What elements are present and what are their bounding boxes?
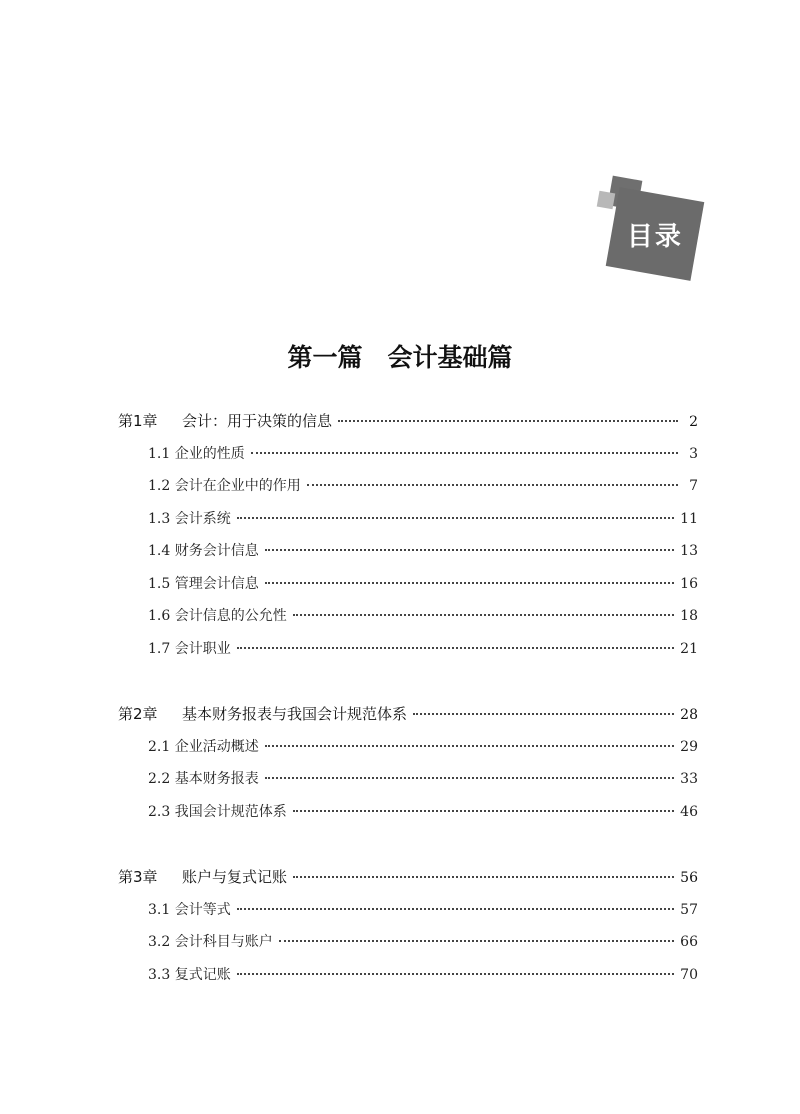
section-title: 1.2 会计在企业中的作用 — [148, 478, 301, 494]
part-title: 第一篇 会计基础篇 — [287, 343, 513, 372]
leader-dots — [237, 973, 674, 975]
leader-dots — [413, 713, 674, 715]
leader-dots — [293, 876, 674, 878]
leader-dots — [279, 940, 674, 942]
section-title: 3.3 复式记账 — [148, 966, 231, 983]
chapter-title: 会计：用于决策的信息 — [182, 412, 333, 430]
section-entry[interactable] — [118, 926, 698, 959]
section-entry[interactable] — [118, 535, 698, 568]
leader-dots — [307, 484, 678, 486]
leader-dots — [293, 614, 674, 616]
chapter-title: 基本财务报表与我国会计规范体系 — [182, 705, 408, 723]
badge-decor-tab — [597, 191, 616, 210]
badge-main-square — [606, 187, 705, 281]
section-title: 3.1 会计等式 — [148, 901, 231, 918]
chapter-block — [118, 861, 698, 991]
contents-heading: 目录 — [626, 221, 684, 252]
leader-dots — [237, 517, 674, 519]
chapter-number: 第3章 — [118, 868, 158, 886]
leader-dots — [265, 582, 674, 584]
table-of-contents — [118, 405, 698, 1024]
section-title: 3.2 会计科目与账户 — [148, 934, 273, 950]
section-entry[interactable] — [118, 763, 698, 796]
section-title: 1.6 会计信息的公允性 — [148, 608, 287, 624]
leader-dots — [265, 745, 674, 747]
section-title: 2.2 基本财务报表 — [148, 771, 259, 787]
chapter-block — [118, 405, 698, 665]
leader-dots — [265, 549, 674, 551]
section-page: 21 — [680, 640, 698, 657]
section-title: 1.7 会计职业 — [148, 640, 231, 657]
chapter-number: 第1章 — [118, 412, 158, 430]
chapter-page: 56 — [680, 870, 698, 886]
leader-dots — [293, 810, 674, 812]
section-page: 33 — [680, 771, 698, 787]
section-title: 1.5 管理会计信息 — [148, 575, 259, 592]
leader-dots — [251, 452, 678, 454]
section-entry[interactable] — [118, 894, 698, 927]
leader-dots — [237, 647, 674, 649]
section-entry[interactable] — [118, 633, 698, 666]
section-page: 70 — [680, 966, 698, 983]
section-page: 46 — [680, 803, 698, 820]
chapter-title: 账户与复式记账 — [182, 868, 288, 886]
contents-badge — [590, 170, 715, 285]
chapter-page: 28 — [680, 707, 698, 723]
section-page: 57 — [680, 901, 698, 918]
section-entry[interactable] — [118, 959, 698, 992]
section-page: 18 — [680, 608, 698, 624]
leader-dots — [237, 908, 674, 910]
section-title: 2.3 我国会计规范体系 — [148, 803, 287, 820]
section-title: 1.3 会计系统 — [148, 510, 231, 527]
leader-dots — [338, 420, 678, 422]
section-entry[interactable] — [118, 731, 698, 764]
chapter-block — [118, 698, 698, 828]
chapter-page: 2 — [689, 414, 698, 430]
section-page: 3 — [689, 445, 698, 462]
section-title: 1.4 财务会计信息 — [148, 543, 259, 559]
section-title: 2.1 企业活动概述 — [148, 738, 259, 755]
chapter-entry[interactable] — [118, 698, 698, 731]
section-page: 7 — [689, 478, 698, 494]
section-page: 16 — [680, 575, 698, 592]
chapter-entry[interactable] — [118, 405, 698, 438]
section-title: 1.1 企业的性质 — [148, 445, 245, 462]
section-entry[interactable] — [118, 503, 698, 536]
section-page: 11 — [680, 510, 698, 527]
section-page: 29 — [680, 738, 698, 755]
section-entry[interactable] — [118, 438, 698, 471]
section-entry[interactable] — [118, 600, 698, 633]
section-page: 66 — [680, 934, 698, 950]
section-entry[interactable] — [118, 568, 698, 601]
section-page: 13 — [680, 543, 698, 559]
leader-dots — [265, 777, 674, 779]
chapter-number: 第2章 — [118, 705, 158, 723]
chapter-entry[interactable] — [118, 861, 698, 894]
section-entry[interactable] — [118, 470, 698, 503]
section-entry[interactable] — [118, 796, 698, 829]
